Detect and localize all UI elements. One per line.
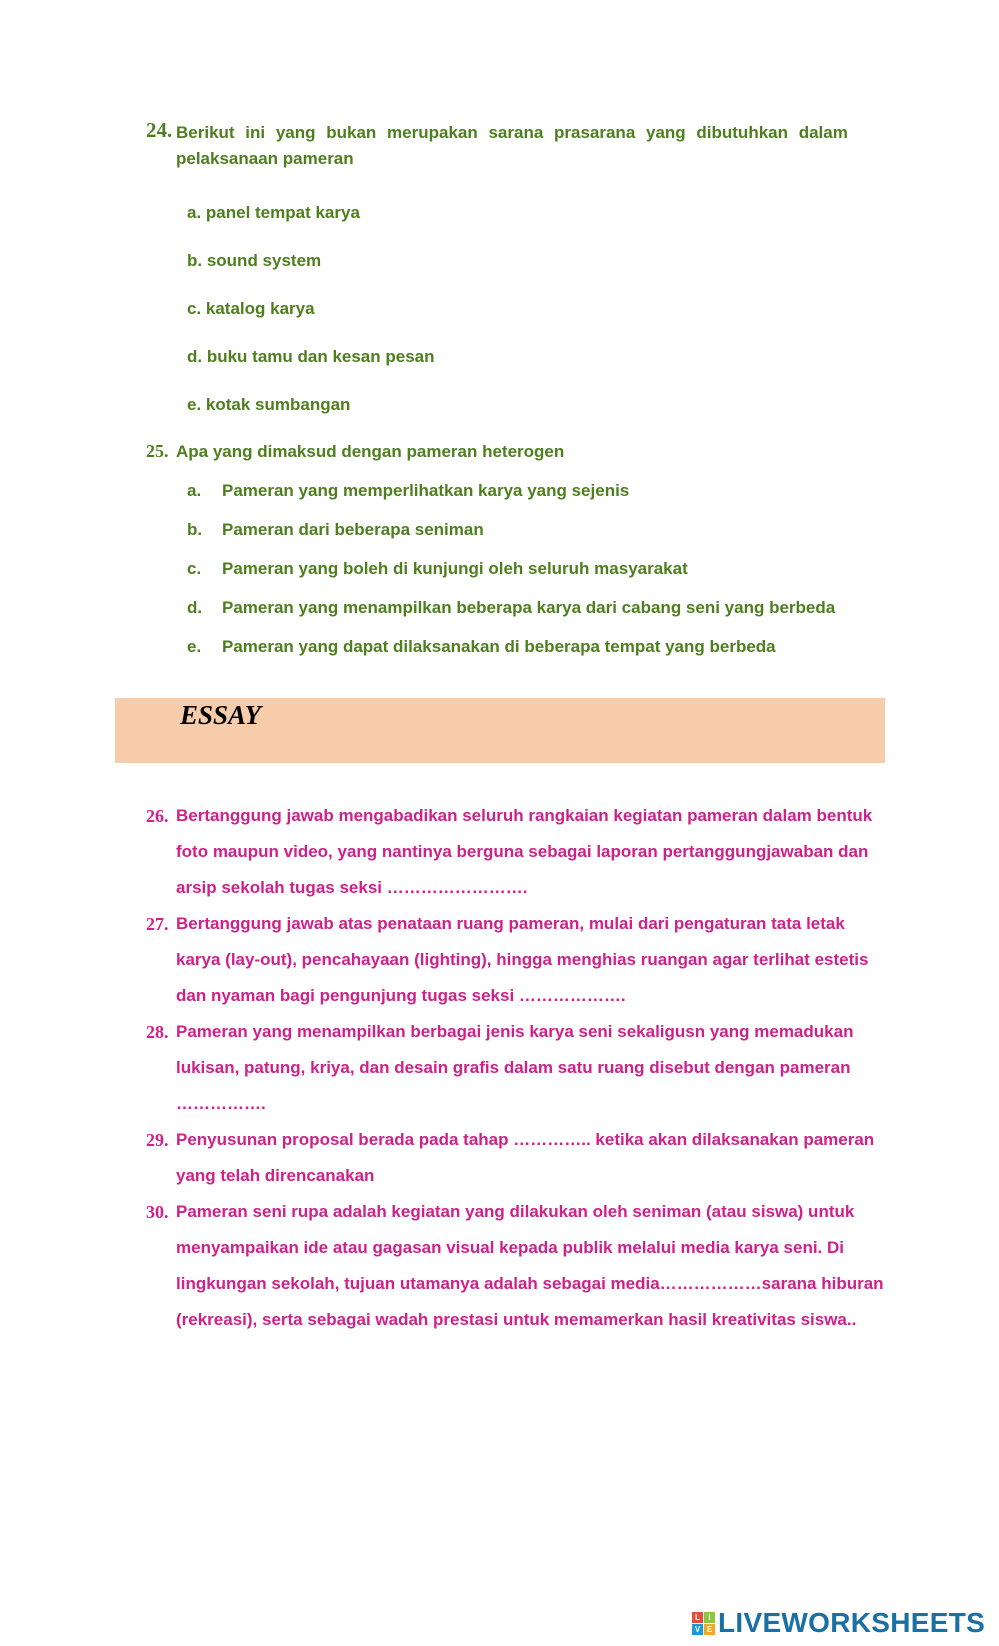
essay-30-line-4: (rekreasi), serta sebagai wadah prestasi untuk memamerkan hasil kreativitas siswa.. [176,1310,857,1329]
question-25-number: 25. [146,441,169,461]
essay-30-line-1: Pameran seni rupa adalah kegiatan yang dilakukan oleh seniman (atau siswa) untuk [176,1202,855,1221]
question-25-option-b-letter: b. [187,520,203,539]
logo-icon [692,1612,715,1635]
question-24-option-d: d. buku tamu dan kesan pesan [187,347,435,366]
essay-28-number: 28. [146,1022,169,1042]
question-25-option-e: Pameran yang dapat dilaksanakan di beberapa tempat yang berbeda [222,637,776,656]
question-25-option-d-letter: d. [187,598,203,617]
essay-28-line-1: Pameran yang menampilkan berbagai jenis karya seni sekaligusn yang memadukan [176,1022,854,1041]
logo-icon-letter-e: E [704,1624,715,1635]
essay-26-line-3: arsip sekolah tugas seksi ……………………. [176,878,528,897]
logo-icon-letter-i: I [704,1612,715,1623]
question-24-line-2: pelaksanaan pameran [176,149,354,168]
essay-27-line-2: karya (lay-out), pencahayaan (lighting), hingga menghias ruangan agar terlihat estetis [176,950,869,969]
question-24-line-1: Berikut ini yang bukan merupakan sarana prasarana yang dibutuhkan dalam [176,123,848,142]
essay-30-number: 30. [146,1202,169,1222]
essay-26-line-1: Bertanggung jawab mengabadikan seluruh rangkaian kegiatan pameran dalam bentuk [176,806,873,825]
essay-29-line-2: yang telah direncanakan [176,1166,375,1185]
question-25-option-c: Pameran yang boleh di kunjungi oleh seluruh masyarakat [222,559,688,578]
question-25-option-b: Pameran dari beberapa seniman [222,520,484,539]
essay-26-line-2: foto maupun video, yang nantinya berguna sebagai laporan pertanggungjawaban dan [176,842,869,861]
essay-30-line-2: menyampaikan ide atau gagasan visual kepada publik melalui media karya seni. Di [176,1238,844,1257]
essay-title: ESSAY [180,700,262,730]
essay-26-number: 26. [146,806,169,826]
question-24-option-b: b. sound system [187,251,322,270]
logo-text: LIVEWORKSHEETS [718,1607,986,1638]
question-25-text: Apa yang dimaksud dengan pameran heterogen [176,442,565,461]
essay-27-line-1: Bertanggung jawab atas penataan ruang pameran, mulai dari pengaturan tata letak [176,914,845,933]
question-24-option-c: c. katalog karya [187,299,315,318]
question-24-option-e: e. kotak sumbangan [187,395,351,414]
essay-28-line-3: ……………. [176,1094,266,1113]
question-25-option-a: Pameran yang memperlihatkan karya yang sejenis [222,481,630,500]
question-25-option-a-letter: a. [187,481,202,500]
logo-icon-letter-l: L [692,1612,703,1623]
essay-27-line-3: dan nyaman bagi pengunjung tugas seksi ………………. [176,986,626,1005]
question-25-option-d: Pameran yang menampilkan beberapa karya dari cabang seni yang berbeda [222,598,836,617]
essay-27-number: 27. [146,914,169,934]
essay-28-line-2: lukisan, patung, kriya, dan desain grafis dalam satu ruang disebut dengan pameran [176,1058,851,1077]
liveworksheets-logo[interactable] [692,1607,985,1639]
logo-icon-letter-v: V [692,1624,703,1635]
essay-29-line-1: Penyusunan proposal berada pada tahap ………….. ketika akan dilaksanakan pameran [176,1130,875,1149]
question-24-text [176,120,883,172]
essay-29-number: 29. [146,1130,169,1150]
question-25-option-c-letter: c. [187,559,202,578]
question-24-option-a: a. panel tempat karya [187,203,360,222]
essay-30-line-3: lingkungan sekolah, tujuan utamanya adalah sebagai media………………sarana hiburan [176,1274,884,1293]
question-25-option-e-letter: e. [187,637,202,656]
question-24-number: 24. [146,118,173,142]
